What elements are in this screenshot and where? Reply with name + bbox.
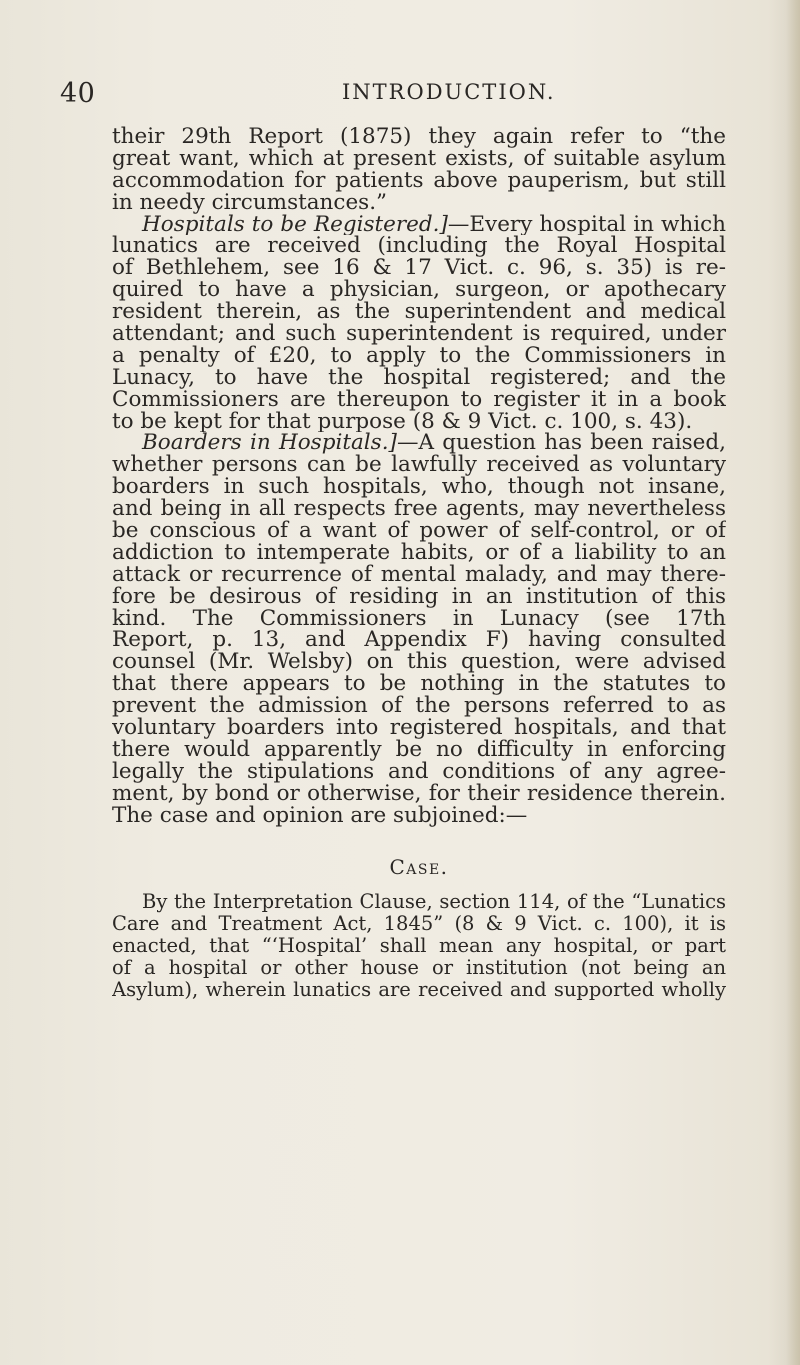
text-line: to be kept for that purpose (8 & 9 Vict. c. 100, s. 43). [112, 410, 693, 433]
text-line: fore be desirous of residing in an institution of this [112, 585, 726, 608]
text-line: By the Interpretation Clause, section 114, of the “Lunatics [142, 890, 726, 913]
text-line: accommodation for patients above pauperism, but still [112, 169, 726, 192]
text-line: be conscious of a want of power of self-control, or of [112, 520, 726, 542]
text-line: great want, which at present exists, of suitable asylum [112, 147, 726, 170]
page-number: 40 [60, 78, 96, 109]
paragraph-boarders-start [112, 432, 726, 454]
text-line: in needy circumstances.” [112, 191, 388, 214]
text-line: ment, by bond or otherwise, for their residence therein. [112, 782, 726, 805]
page-header [60, 78, 760, 118]
case-text [112, 891, 726, 1001]
section-heading-hospitals: Hospitals to be Registered.] [142, 213, 448, 236]
text-line: enacted, that “‘Hospital’ shall mean any hospital, or part [112, 934, 726, 957]
text-line: a penalty of £20, to apply to the Commissioners in [112, 344, 726, 367]
text-line: whether persons can be lawfully received as voluntary [112, 454, 726, 477]
text-line: Care and Treatment Act, 1845” (8 & 9 Vict. c. 100), it is [112, 912, 726, 935]
text-line: boarders in such hospitals, who, though not insane, [112, 476, 726, 499]
text-line: of Bethlehem, see 16 & 17 Vict. c. 96, s. 35) is re- [112, 257, 726, 280]
text-run: —Every hospital in which [447, 213, 726, 236]
text-line: Lunacy, to have the hospital registered; and the [112, 366, 726, 389]
text-line: addiction to intemperate habits, or of a liability to an [112, 541, 726, 564]
page-edge-shadow [786, 0, 800, 1365]
text-line: of a hospital or other house or institution (not being an [112, 956, 726, 979]
text-line: kind. The Commissioners in Lunacy (see 17th [112, 607, 726, 630]
text-line: that there appears to be nothing in the statutes to [112, 673, 726, 696]
text-line: Report, p. 13, and Appendix F) having consulted [112, 629, 726, 652]
running-head: INTRODUCTION. [342, 80, 556, 104]
text-line: legally the stipulations and conditions of any agree- [112, 760, 726, 783]
text-line: lunatics are received (including the Royal Hospital [112, 235, 726, 258]
text-line: The case and opinion are subjoined:— [112, 804, 528, 827]
body-text [112, 126, 726, 1001]
text-line: and being in all respects free agents, may nevertheless [112, 498, 726, 521]
text-line: prevent the admission of the persons referred to as [112, 695, 726, 718]
text-line: quired to have a physician, surgeon, or apothecary [112, 279, 726, 302]
text-line: Commissioners are thereupon to register it in a book [112, 388, 726, 411]
text-line: Asylum), wherein lunatics are received and supported wholly [112, 978, 726, 1001]
text-line: there would apparently be no difficulty in enforcing [112, 738, 726, 761]
section-heading-boarders: Boarders in Hospitals.] [142, 432, 397, 455]
text-run: —A question has been raised, [396, 432, 726, 455]
text-line: attendant; and such superintendent is required, under [112, 323, 726, 345]
text-line: resident therein, as the superintendent and medical [112, 301, 726, 324]
case-heading: Case. [389, 854, 449, 879]
text-line: attack or recurrence of mental malady, and may there- [112, 563, 726, 586]
text-line: counsel (Mr. Welsby) on this question, were advised [112, 651, 726, 674]
text-line: voluntary boarders into registered hospitals, and that [112, 717, 726, 739]
text-line: their 29th Report (1875) they again refer to “the [112, 126, 726, 148]
paragraph-hospitals-start [112, 214, 726, 236]
